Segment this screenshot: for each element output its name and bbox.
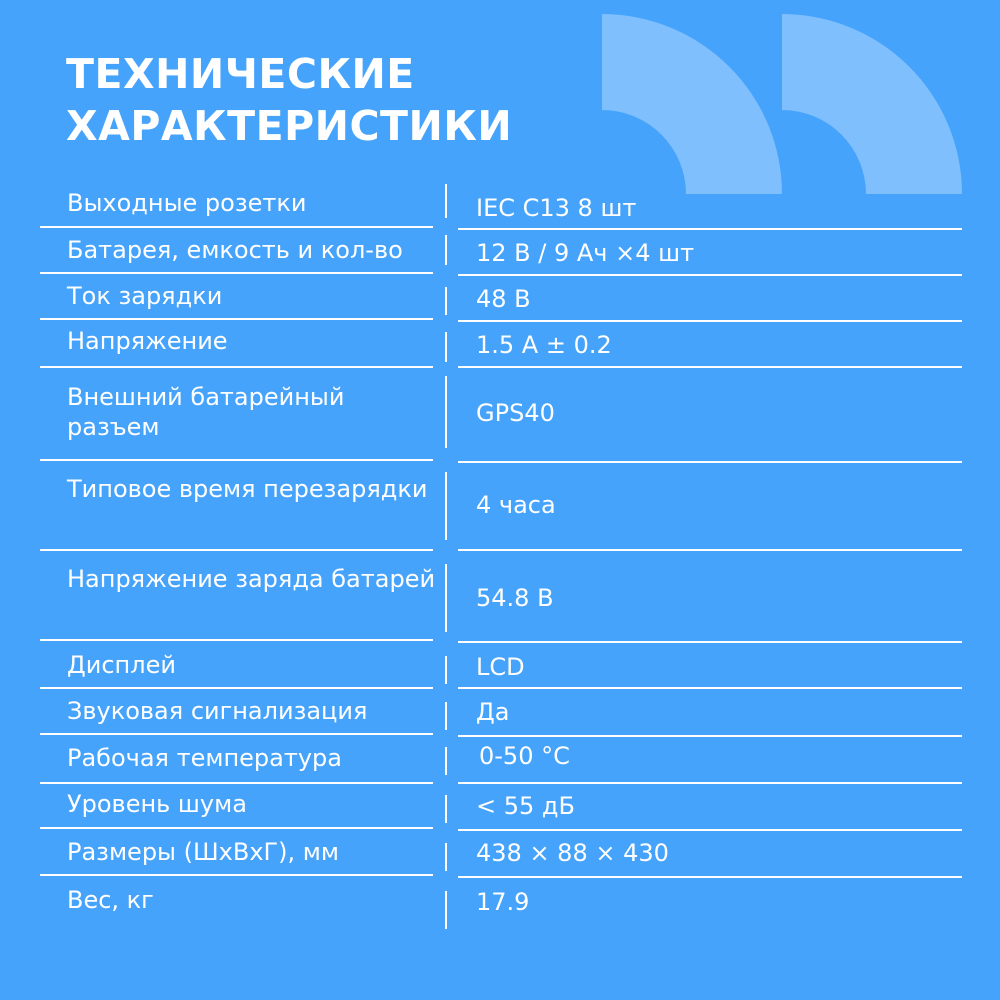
- spec-label: Напряжение: [67, 327, 228, 355]
- row-divider: [458, 320, 962, 322]
- column-divider: [445, 891, 447, 929]
- row-divider: [40, 226, 433, 228]
- column-divider: [445, 843, 447, 871]
- spec-value: GPS40: [476, 399, 555, 427]
- quote-mark-left: [602, 14, 782, 194]
- column-divider: [445, 564, 447, 632]
- row-divider: [40, 318, 433, 320]
- column-divider: [445, 332, 447, 362]
- column-divider: [445, 472, 447, 540]
- row-divider: [458, 641, 962, 643]
- row-divider: [458, 366, 962, 368]
- spec-value: 438 × 88 × 430: [476, 839, 669, 867]
- spec-label: Размеры (ШхВхГ), мм: [67, 838, 339, 866]
- spec-value: 17.9: [476, 888, 530, 916]
- column-divider: [445, 702, 447, 730]
- spec-label: Звуковая сигнализация: [67, 697, 368, 725]
- column-divider: [445, 287, 447, 315]
- spec-value: < 55 дБ: [476, 792, 575, 820]
- row-divider: [40, 782, 433, 784]
- spec-label: Напряжение заряда батарей: [67, 565, 436, 593]
- spec-value: 12 В / 9 Ач ×4 шт: [476, 239, 695, 267]
- spec-value: 48 В: [476, 285, 531, 313]
- spec-label: Дисплей: [67, 651, 176, 679]
- title-line-1: ТЕХНИЧЕСКИЕ: [66, 50, 415, 98]
- row-divider: [40, 272, 433, 274]
- row-divider: [40, 639, 433, 641]
- row-divider: [458, 687, 962, 689]
- row-divider: [458, 876, 962, 878]
- column-divider: [445, 747, 447, 775]
- quote-mark-right: [782, 14, 962, 194]
- spec-label: Выходные розетки: [67, 189, 307, 217]
- spec-label: Вес, кг: [67, 886, 154, 914]
- page-title: [66, 48, 512, 152]
- spec-value: IEC C13 8 шт: [476, 194, 637, 222]
- spec-value: 1.5 А ± 0.2: [476, 331, 612, 359]
- row-divider: [458, 274, 962, 276]
- spec-value: Да: [476, 698, 510, 726]
- row-divider: [458, 735, 962, 737]
- spec-value: LCD: [476, 653, 525, 681]
- spec-label: Внешний батарейный разъем: [67, 383, 345, 441]
- spec-label: Типовое время перезарядки: [67, 475, 428, 503]
- spec-label: Уровень шума: [67, 790, 247, 818]
- column-divider: [445, 184, 447, 218]
- row-divider: [458, 228, 962, 230]
- row-divider: [40, 733, 433, 735]
- row-divider: [458, 549, 962, 551]
- row-divider: [40, 827, 433, 829]
- column-divider: [445, 656, 447, 684]
- row-divider: [458, 461, 962, 463]
- row-divider: [40, 687, 433, 689]
- spec-value: 0-50 °С: [479, 742, 570, 770]
- spec-label: Рабочая температура: [67, 744, 342, 772]
- column-divider: [445, 376, 447, 448]
- spec-label: Батарея, емкость и кол-во: [67, 236, 403, 264]
- spec-label: Ток зарядки: [67, 282, 223, 310]
- row-divider: [40, 874, 433, 876]
- column-divider: [445, 235, 447, 265]
- column-divider: [445, 795, 447, 823]
- row-divider: [40, 366, 433, 368]
- spec-value: 4 часа: [476, 491, 556, 519]
- row-divider: [458, 782, 962, 784]
- spec-value: 54.8 В: [476, 584, 554, 612]
- title-line-2: ХАРАКТЕРИСТИКИ: [66, 102, 513, 150]
- row-divider: [40, 549, 433, 551]
- row-divider: [40, 459, 433, 461]
- row-divider: [458, 829, 962, 831]
